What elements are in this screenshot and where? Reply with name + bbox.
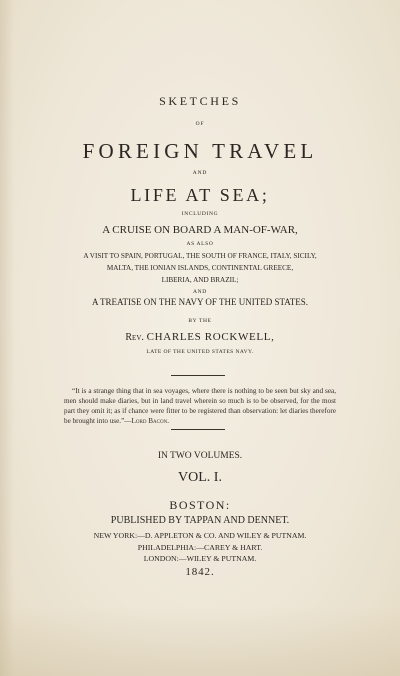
epigraph-text: “It is a strange thing that in sea voyages, where there is nothing to be seen but sky and sea, men should make diaries, but in land travel wherein so much is to be observed, for the most part they omit it; as if chance were fitter to be registered than observation: let diaries therefore be brought into use.”—	[64, 387, 336, 425]
subtitle-and: AND	[193, 289, 207, 295]
by-the: BY THE	[188, 318, 212, 324]
author-line	[0, 331, 400, 343]
imprint-philadelphia: PHILADELPHIA:—CAREY & HART.	[137, 543, 263, 552]
divider-rule-top	[171, 375, 225, 376]
epigraph	[64, 386, 336, 426]
subtitle-visit-line-1: A VISIT TO SPAIN, PORTUGAL, THE SOUTH OF FRANCE, ITALY, SICILY,	[83, 252, 317, 260]
title-foreign-travel: FOREIGN TRAVEL	[82, 139, 318, 163]
volume-number: VOL. I.	[178, 470, 222, 485]
subtitle-cruise: A CRUISE ON BOARD A MAN-OF-WAR,	[102, 224, 298, 236]
epigraph-author: Lord Bacon.	[131, 417, 169, 425]
imprint-london: LONDON:—WILEY & PUTNAM.	[143, 554, 257, 563]
imprint-year: 1842.	[185, 566, 215, 578]
volumes-note: IN TWO VOLUMES.	[157, 451, 243, 461]
subtitle-treatise: A TREATISE ON THE NAVY OF THE UNITED STATES.	[91, 297, 309, 307]
divider-rule-bottom	[171, 429, 225, 430]
title-and: AND	[192, 170, 208, 176]
title-life-at-sea: LIFE AT SEA;	[130, 185, 270, 205]
title-sketches: SKETCHES	[159, 94, 241, 108]
subtitle-including: INCLUDING	[181, 211, 219, 217]
author-title: LATE OF THE UNITED STATES NAVY.	[146, 349, 254, 355]
title-of: OF	[195, 121, 205, 127]
page-foxing	[0, 606, 400, 676]
imprint-city: BOSTON:	[169, 498, 231, 512]
imprint-publisher: PUBLISHED BY TAPPAN AND DENNET.	[110, 515, 290, 526]
author-prefix: Rev.	[125, 332, 144, 343]
subtitle-visit-line-3: LIBERIA, AND BRAZIL;	[161, 276, 239, 284]
author-name: CHARLES ROCKWELL,	[146, 331, 275, 343]
imprint-new-york: NEW YORK:—D. APPLETON & CO. AND WILEY & PUTNAM.	[93, 531, 307, 540]
subtitle-visit-line-2: MALTA, THE IONIAN ISLANDS, CONTINENTAL GREECE,	[106, 264, 294, 272]
subtitle-as-also: AS ALSO	[186, 241, 214, 247]
